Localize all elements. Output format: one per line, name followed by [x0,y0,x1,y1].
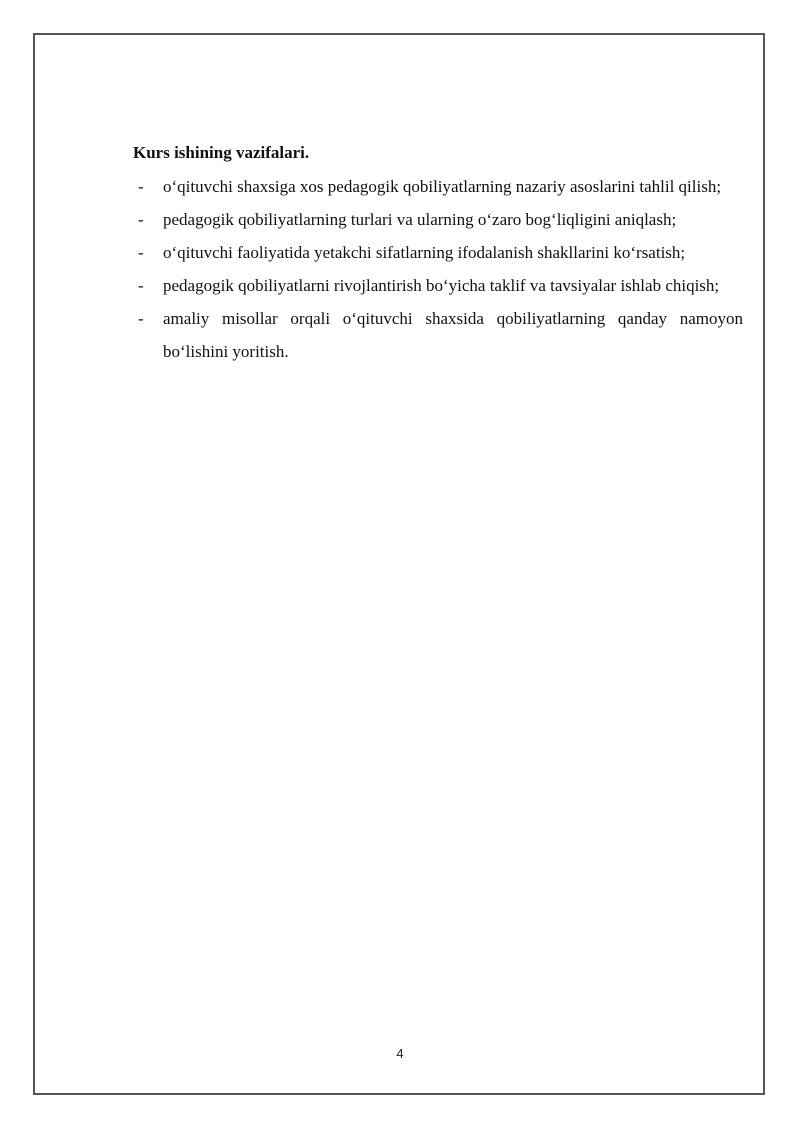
section-heading: Kurs ishining vazifalari. [133,143,310,162]
list-item [133,269,743,302]
document-body [133,140,743,368]
list-item [133,236,743,269]
bullet-dash: - [138,309,144,328]
page-number: 4 [396,1046,404,1061]
bullet-dash: - [138,276,144,295]
bullet-dash: - [138,210,144,229]
task-list [133,170,743,368]
list-item [133,170,743,203]
list-item-text: amaliy misollar orqali o‘qituvchi shaxsida qobiliyatlarning qanday namoyon bo‘lishini yoritish. [163,309,743,361]
bullet-dash: - [138,243,144,262]
list-item-text: pedagogik qobiliyatlarni rivojlantirish bo‘yicha taklif va tavsiyalar ishlab chiqish; [163,276,720,295]
bullet-dash: - [138,177,144,196]
list-item [133,203,743,236]
list-item-text: o‘qituvchi faoliyatida yetakchi sifatlarning ifodalanish shakllarini ko‘rsatish; [163,243,686,262]
list-item-text: o‘qituvchi shaxsiga xos pedagogik qobiliyatlarning nazariy asoslarini tahlil qilish; [163,177,722,196]
list-item-text: pedagogik qobiliyatlarning turlari va ularning o‘zaro bog‘liqligini aniqlash; [163,210,677,229]
list-item [133,302,743,368]
